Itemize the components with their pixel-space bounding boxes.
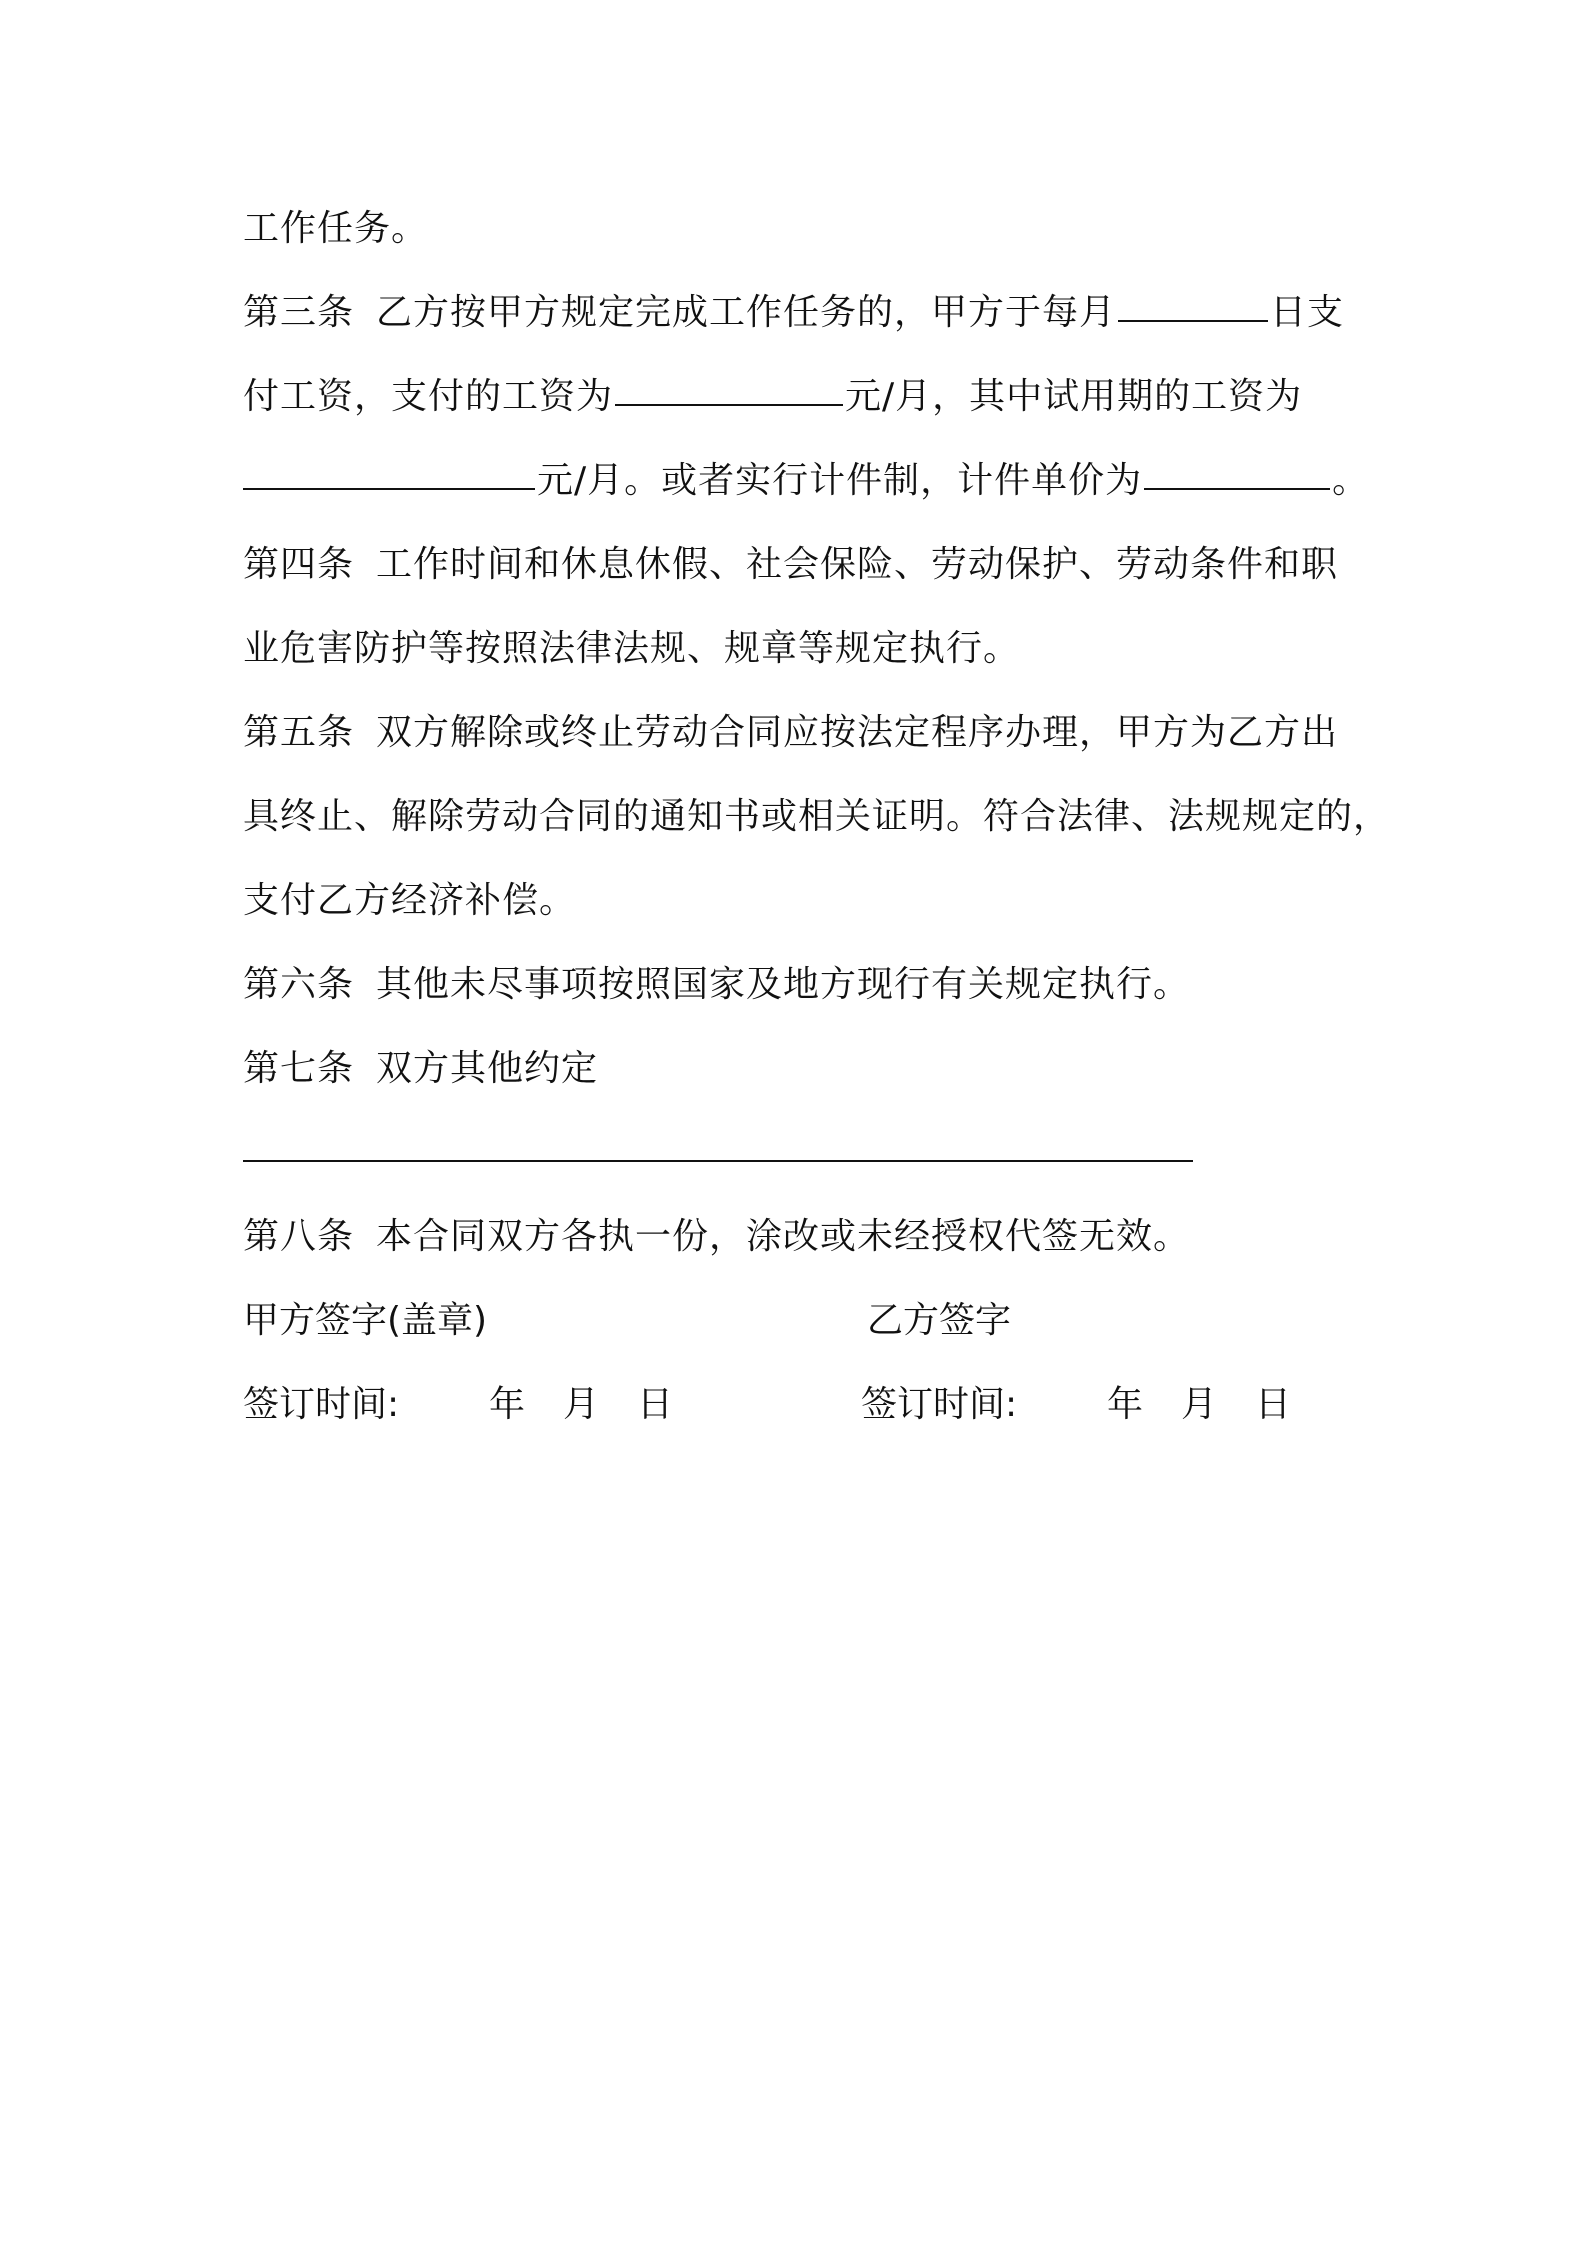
- line-text: 工作时间和休息休假、社会保险、劳动保护、劳动条件和职: [376, 544, 1339, 585]
- line-text: 。: [1332, 460, 1370, 501]
- article-7-blank-line: [243, 1124, 1363, 1208]
- line-text: 付工资，支付的工资为: [243, 376, 614, 417]
- line-text: 业危害防护等按照法律法规、规章等规定执行。: [243, 628, 1021, 669]
- party-b-day-label: 日: [1255, 1384, 1292, 1425]
- line-text: 日支: [1270, 292, 1345, 333]
- article-number: 第四条: [243, 544, 355, 585]
- line-text: 支付乙方经济补偿。: [243, 880, 577, 921]
- article-4-line-2: [243, 620, 1363, 704]
- wage-blank-field[interactable]: [615, 368, 843, 406]
- party-a-signature-label: 甲方签字(盖章): [243, 1300, 488, 1341]
- article-5-line-1: [243, 704, 1363, 788]
- party-a-date-label: 签订时间:: [243, 1384, 400, 1425]
- article-8-line: [243, 1208, 1363, 1292]
- article-5-line-2: [243, 788, 1391, 872]
- line-text: 其他未尽事项按照国家及地方现行有关规定执行。: [376, 964, 1191, 1005]
- party-b-month-label: 月: [1181, 1384, 1218, 1425]
- article-3-line-1: [243, 284, 1363, 368]
- article-number: 第三条: [243, 292, 355, 333]
- article-number: 第八条: [243, 1216, 355, 1257]
- line-text: 具终止、解除劳动合同的通知书或相关证明。符合法律、法规规定的，: [243, 796, 1391, 837]
- party-b-year-label: 年: [1107, 1384, 1144, 1425]
- article-3-line-3: [243, 452, 1370, 536]
- trial-wage-blank-field[interactable]: [243, 452, 535, 490]
- line-text: 元/月。或者实行计件制，计件单价为: [537, 460, 1143, 501]
- line-text: 工作任务。: [243, 208, 429, 249]
- line-text: 元/月，其中试用期的工资为: [845, 376, 1303, 417]
- party-b-date-label: 签订时间:: [861, 1384, 1018, 1425]
- line-text: 双方解除或终止劳动合同应按法定程序办理，甲方为乙方出: [376, 712, 1339, 753]
- piece-rate-blank-field[interactable]: [1144, 452, 1330, 490]
- other-terms-blank-field[interactable]: [243, 1124, 1193, 1162]
- article-6-line: [243, 956, 1363, 1040]
- article-number: 第六条: [243, 964, 355, 1005]
- article-number: 第七条: [243, 1048, 355, 1089]
- party-b-signature-label: 乙方签字: [867, 1300, 1012, 1341]
- article-number: 第五条: [243, 712, 355, 753]
- party-a-day-label: 日: [637, 1384, 674, 1425]
- article-7-line: [243, 1040, 1363, 1124]
- signature-row: [243, 1292, 1363, 1376]
- article-4-line-1: [243, 536, 1363, 620]
- payday-blank-field[interactable]: [1118, 284, 1268, 322]
- line-text: 本合同双方各执一份，涂改或未经授权代签无效。: [376, 1216, 1191, 1257]
- paragraph-line: [243, 200, 1363, 284]
- party-a-year-label: 年: [489, 1384, 526, 1425]
- line-text: 乙方按甲方规定完成工作任务的，甲方于每月: [376, 292, 1117, 333]
- article-3-line-2: [243, 368, 1363, 452]
- article-5-line-3: [243, 872, 1363, 956]
- line-text: 双方其他约定: [376, 1048, 599, 1089]
- signing-date-row: [243, 1376, 1363, 1460]
- party-a-month-label: 月: [563, 1384, 600, 1425]
- contract-body: [243, 200, 1391, 1460]
